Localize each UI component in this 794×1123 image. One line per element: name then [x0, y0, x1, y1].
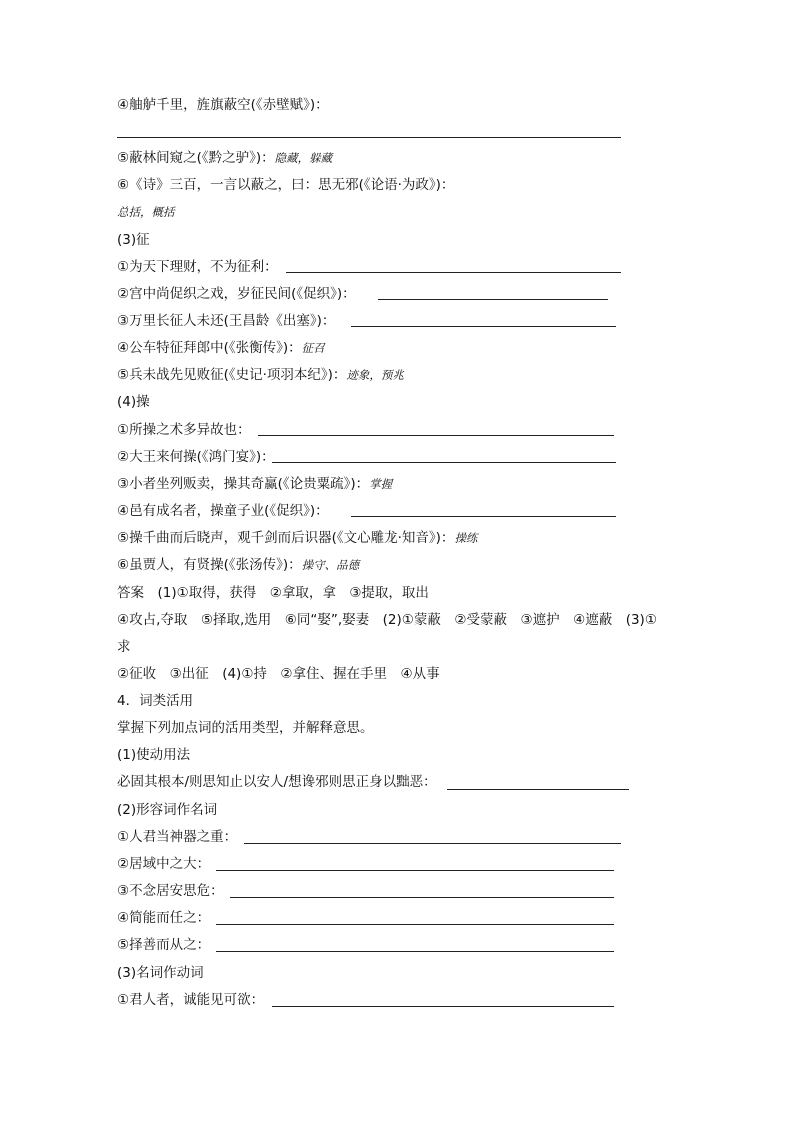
text-line: ⑥《诗》三百，一言以蔽之，曰：思无邪(《论语·为政》)：: [117, 177, 455, 193]
answer-key-line: ④攻占,夺取 ⑤择取,选用 ⑥同“娶”,娶妻 (2)①蒙蔽 ②受蒙蔽 ③遮护 ④遮蔽 (3)①: [117, 612, 657, 628]
section-heading: (1)使动用法: [117, 747, 191, 763]
answer-blank: [447, 789, 629, 790]
answer-blank: [272, 462, 616, 463]
answer-blank: [216, 924, 614, 925]
text-line: [117, 556, 359, 574]
answer-text: 迹象，预兆: [346, 368, 404, 382]
text-line: ①君人者，诚能见可欲：: [117, 992, 265, 1008]
answer-key-line: 求: [117, 639, 131, 655]
answer-blank: [117, 137, 621, 138]
answer-blank: [286, 272, 621, 273]
question-text: ⑤蔽林间窥之(《黔之驴》)：: [117, 150, 275, 166]
answer-text: 操守、品德: [301, 558, 360, 572]
answer-blank: [351, 516, 616, 517]
answer-blank: [351, 326, 616, 327]
answer-text: 操练: [454, 531, 478, 545]
question-text: ④公车特征拜郎中(《张衡传》)：: [117, 340, 302, 356]
answer-key-line: ②征收 ③出征 (4)①持 ②拿住、握在手里 ④从事: [117, 666, 440, 682]
question-text: ③小者坐列贩卖，操其奇赢(《论贵粟疏》)：: [117, 476, 370, 492]
answer-text: 总括，概括: [117, 205, 175, 219]
text-line: [117, 529, 477, 547]
question-text: ⑤兵未战先见败征(《史记·项羽本纪》)：: [117, 367, 347, 383]
section-heading: (2)形容词作名词: [117, 802, 218, 818]
answer-blank: [258, 435, 614, 436]
text-line: ④简能而任之：: [117, 910, 211, 926]
text-line: [117, 475, 392, 493]
text-line: ②宫中尚促织之戏，岁征民间(《促织》)：: [117, 286, 356, 302]
answer-blank: [216, 951, 614, 952]
text-line: [117, 366, 404, 384]
text-line: ②居域中之大：: [117, 856, 211, 872]
answer-text: 掌握: [369, 477, 393, 491]
section-heading: (3)征: [117, 232, 150, 248]
question-text: ⑥虽贾人，有贤操(《张汤传》)：: [117, 557, 302, 573]
instruction-text: 掌握下列加点词的活用类型，并解释意思。: [117, 720, 374, 736]
text-line: ②大王来何操(《鸿门宴》)：: [117, 449, 275, 465]
answer-blank: [272, 1006, 614, 1007]
text-line: ①所操之术多异故也：: [117, 422, 251, 438]
text-line: 必固其根本/则思知止以安人/想谗邪则思正身以黜恶：: [117, 774, 437, 790]
text-line: [117, 149, 332, 167]
answer-blank: [230, 897, 614, 898]
text-line: ④邑有成名者，操童子业(《促织》)：: [117, 503, 329, 519]
answer-blank: [244, 843, 621, 844]
text-line: [117, 339, 325, 357]
section-heading: (3)名词作动词: [117, 965, 204, 981]
text-line: ③不念居安思危：: [117, 883, 224, 899]
answer-text: 征召: [301, 341, 325, 355]
answer-text: 隐藏，躲藏: [274, 151, 333, 165]
question-text: ⑤操千曲而后晓声，观千剑而后识器(《文心雕龙·知音》)：: [117, 530, 455, 546]
section-heading: 4．词类活用: [117, 693, 194, 709]
text-line: ⑤择善而从之：: [117, 937, 211, 953]
answer-key-line: 答案 (1)①取得，获得 ②拿取，拿 ③提取，取出: [117, 585, 429, 601]
answer-blank: [378, 299, 608, 300]
text-line: ①为天下理财，不为征利：: [117, 259, 278, 275]
text-line: ④舳舻千里，旌旗蔽空(《赤壁赋》)：: [117, 97, 329, 113]
section-heading: (4)操: [117, 394, 150, 410]
answer-blank: [216, 870, 614, 871]
text-line: ③万里长征人未还(王昌龄《出塞》)：: [117, 313, 336, 329]
text-line: ①人君当神器之重：: [117, 829, 238, 845]
